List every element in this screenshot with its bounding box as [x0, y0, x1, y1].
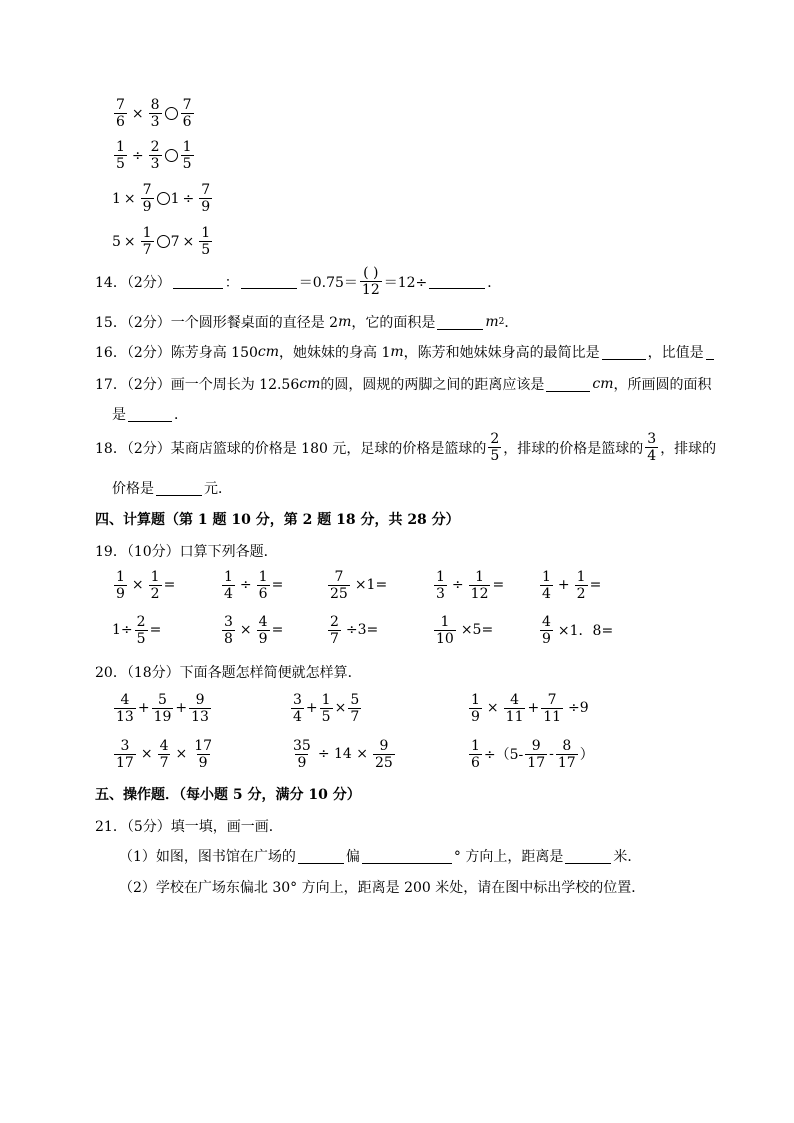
question-16: 16．（2分）陈芳身高 150 cm ，她妹妹的身高 1 m ，陈芳和她妹妹身高的最简比是 ，比值是: [95, 342, 716, 362]
fraction: $\frac{1}{7}$: [142, 225, 152, 258]
fraction: $\frac{1}{5}$: [182, 139, 192, 172]
compare-row-2: [112, 140, 196, 171]
question-21-part2: （2）学校在广场东偏北 30° 方向上，距离是 200 米处，请在图中标出学校的位置．: [119, 880, 646, 896]
section-heading-5: 五、操作题．（每小题 5 分，满分 10 分）: [95, 787, 361, 803]
fraction: $\frac{7}{6}$: [182, 97, 192, 130]
fraction: $\frac{7}{6}$: [116, 97, 125, 130]
fraction: $\frac{1}{5}$: [116, 139, 125, 172]
operator: ×: [131, 105, 144, 122]
compare-row-3: 1 × $\frac{7}{9}$ 1 ÷ $\frac{7}{9}$: [112, 182, 211, 215]
fraction: $\frac{2}{5}$: [490, 431, 500, 464]
answer-blank[interactable]: [546, 377, 590, 392]
compare-row-4: 5 × $\frac{1}{7}$ 7 × $\frac{1}{5}$: [112, 225, 211, 258]
question-21-part1: （1）如图，图书馆在广场的 偏 ° 方向上，距离是 米．: [119, 849, 642, 865]
answer-blank[interactable]: [565, 849, 611, 864]
answer-blank[interactable]: [362, 849, 452, 864]
simplify-expression: $\frac{35}{9}$ ÷ 14 × $\frac{9}{25}$: [293, 737, 393, 771]
mental-calc-item: $\frac{1}{3}$ ÷ $\frac{1}{12}$ =: [436, 568, 505, 602]
answer-blank[interactable]: [429, 274, 485, 289]
answer-blank[interactable]: [241, 274, 297, 289]
mental-calc-item: $\frac{4}{9}$ ×1．8=: [542, 613, 614, 647]
answer-blank[interactable]: [706, 345, 714, 360]
fraction: $\frac{7}{9}$: [142, 182, 152, 215]
answer-blank[interactable]: [437, 315, 483, 330]
question-20-title: 20．（18分）下面各题怎样简便就怎样算．: [95, 665, 362, 681]
compare-row-1: [112, 98, 196, 129]
section-heading-4: 四、计算题（第 1 题 10 分，第 2 题 18 分，共 28 分）: [95, 512, 460, 528]
mental-calc-item: $\frac{2}{7}$ ÷3=: [330, 613, 379, 647]
mental-calc-item: $\frac{1}{4}$ ÷ $\frac{1}{6}$ =: [224, 568, 284, 602]
answer-blank[interactable]: [298, 849, 344, 864]
answer-blank[interactable]: [156, 481, 202, 496]
question-17-line2: 是 ．: [112, 407, 188, 423]
q19-row-1: [112, 568, 672, 602]
question-15: 15．（2分）一个圆形餐桌面的直径是 2 m ，它的面积是 m 2 ．: [95, 314, 519, 331]
mental-calc-item: $\frac{3}{8}$ × $\frac{4}{9}$ =: [224, 613, 284, 647]
answer-blank[interactable]: [128, 407, 172, 422]
simplify-expression: $\frac{3}{17}$ × $\frac{4}{7}$ × $\frac{17}{9}$: [116, 737, 213, 771]
fraction: $\frac{( )}{12}$: [361, 265, 380, 298]
fraction: $\frac{3}{4}$: [647, 431, 657, 464]
q20-row-2: [112, 736, 612, 772]
mental-calc-item: 1÷ $\frac{2}{5}$ =: [112, 613, 162, 647]
simplify-expression: $\frac{1}{9}$ × $\frac{4}{11}$ + $\frac{7}{11}$ ÷9: [471, 691, 589, 725]
answer-blank[interactable]: [173, 274, 223, 289]
operator: ÷: [131, 147, 144, 164]
simplify-expression: $\frac{1}{6}$ ÷（5- $\frac{9}{17}$ - $\frac{8}{17}$ ）: [471, 737, 594, 771]
answer-blank[interactable]: [602, 345, 646, 360]
mental-calc-item: $\frac{7}{25}$ ×1=: [330, 568, 388, 602]
simplify-expression: $\frac{4}{13}$ + $\frac{5}{19}$ + $\frac{9}{13}$: [116, 691, 209, 725]
question-21-title: 21．（5分）填一填，画一画．: [95, 819, 283, 835]
operator: ×: [182, 233, 195, 250]
question-14: 14．（2分） ： ＝0.75＝ $\frac{( )}{12}$ ＝12÷ ．: [95, 265, 502, 298]
question-18: 18．（2分）某商店篮球的价格是 180 元，足球的价格是篮球的 $\frac{2}{5}$ ，排球的价格是篮球的 $\frac{3}{4}$ ，排球的: [95, 431, 717, 464]
operator: ÷: [182, 190, 195, 207]
question-17: 17．（2分）画一个周长为 12.56 cm 的圆，圆规的两脚之间的距离应该是 cm ，所画圆的面积: [95, 376, 712, 393]
fraction: $\frac{1}{5}$: [201, 225, 211, 258]
fraction: $\frac{7}{9}$: [201, 182, 211, 215]
q19-row-2: [112, 613, 672, 647]
operator: ×: [123, 190, 136, 207]
fraction: $\frac{8}{3}$: [150, 97, 160, 130]
mental-calc-item: $\frac{1}{9}$ × $\frac{1}{2}$ =: [116, 568, 176, 602]
mental-calc-item: $\frac{1}{10}$ ×5=: [436, 613, 494, 647]
question-18-line2: 价格是 元．: [112, 481, 232, 497]
mental-calc-item: $\frac{1}{4}$ + $\frac{1}{2}$ =: [542, 568, 602, 602]
compare-circle[interactable]: [165, 149, 178, 162]
compare-circle[interactable]: [157, 235, 170, 248]
operator: ×: [123, 233, 136, 250]
simplify-expression: $\frac{3}{4}$ + $\frac{1}{5}$ × $\frac{5}{7}$: [293, 691, 360, 725]
compare-circle[interactable]: [165, 107, 178, 120]
question-19-title: 19．（10分）口算下列各题．: [95, 544, 278, 560]
compare-circle[interactable]: [157, 192, 170, 205]
q20-row-1: [112, 690, 612, 726]
fraction: $\frac{2}{3}$: [150, 139, 160, 172]
